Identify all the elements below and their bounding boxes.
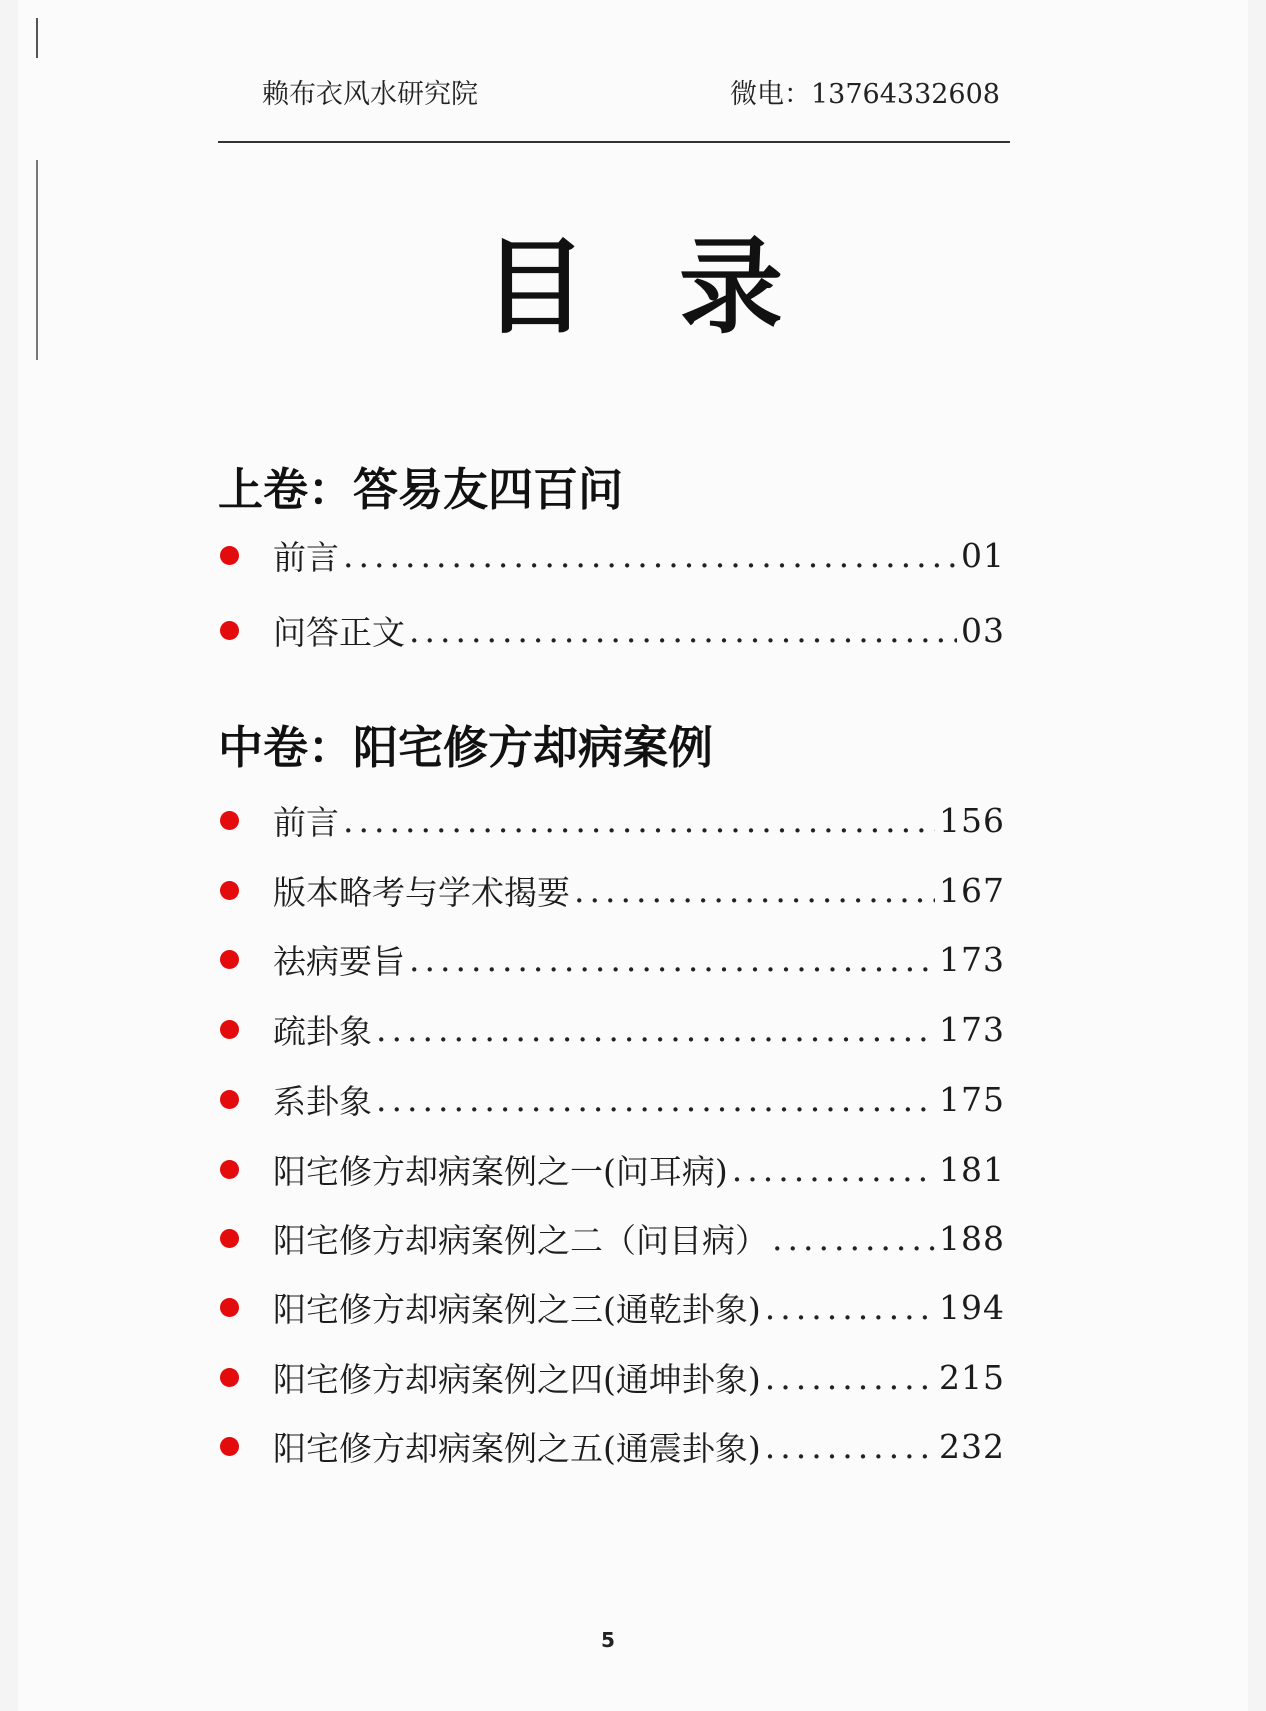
bullet-icon: [220, 881, 239, 900]
toc-entry-label: 阳宅修方却病案例之四(通坤卦象): [273, 1359, 761, 1399]
dot-leader: [409, 940, 935, 979]
dot-leader: [343, 801, 935, 840]
toc-entry-page: 173: [939, 1009, 1005, 1049]
bullet-icon: [220, 546, 239, 565]
toc-entry-page: 167: [939, 870, 1005, 910]
bullet-icon: [220, 621, 239, 640]
toc-entry-page: 03: [961, 610, 1005, 650]
toc-entry-page: 01: [961, 535, 1005, 575]
dot-leader: [765, 1427, 935, 1466]
toc-entry[interactable]: [218, 1075, 1005, 1123]
toc-entry-label: 阳宅修方却病案例之五(通震卦象): [273, 1428, 761, 1468]
bullet-icon: [220, 1160, 239, 1179]
toc-entry[interactable]: [218, 1214, 1005, 1262]
dot-leader: [409, 611, 957, 650]
toc-entry-page: 181: [939, 1149, 1005, 1189]
header-organization: 赖布衣风水研究院: [262, 79, 478, 110]
bullet-icon: [220, 1020, 239, 1039]
bullet-icon: [220, 811, 239, 830]
toc-entry[interactable]: [218, 1145, 1005, 1193]
toc-entry-page: 173: [939, 939, 1005, 979]
dot-leader: [732, 1150, 935, 1189]
toc-entry-page: 175: [939, 1079, 1005, 1119]
toc-entry-label: 系卦象: [273, 1081, 372, 1121]
toc-entry[interactable]: [218, 1283, 1005, 1331]
bullet-icon: [220, 950, 239, 969]
toc-entry[interactable]: [218, 796, 1005, 844]
toc-entry-label: 前言: [273, 802, 339, 842]
bullet-icon: [220, 1090, 239, 1109]
dot-leader: [765, 1358, 935, 1397]
header-rule: [218, 141, 1010, 143]
section-title-middle-volume: 中卷：阳宅修方却病案例: [218, 721, 714, 774]
toc-entry-page: 156: [939, 800, 1005, 840]
toc-entry[interactable]: [218, 606, 1005, 654]
toc-entry-label: 疏卦象: [273, 1011, 372, 1051]
page-title: 目录: [482, 226, 875, 348]
toc-entry-page: 188: [939, 1218, 1005, 1258]
page-number: 5: [601, 1628, 615, 1652]
toc-entry-page: 194: [939, 1287, 1005, 1327]
toc-entry[interactable]: [218, 1005, 1005, 1053]
toc-entry-label: 阳宅修方却病案例之一(问耳病): [273, 1151, 728, 1191]
toc-entry-label: 阳宅修方却病案例之二（问目病）: [273, 1220, 768, 1260]
binding-edge-mark: [36, 18, 38, 58]
dot-leader: [765, 1288, 935, 1327]
toc-entry-label: 问答正文: [273, 612, 405, 652]
dot-leader: [574, 871, 935, 910]
toc-entry[interactable]: [218, 866, 1005, 914]
toc-entry-label: 前言: [273, 537, 339, 577]
toc-entry-label: 版本略考与学术揭要: [273, 872, 570, 912]
dot-leader: [772, 1219, 935, 1258]
toc-entry[interactable]: [218, 531, 1005, 579]
toc-entry[interactable]: [218, 1422, 1005, 1470]
bullet-icon: [220, 1298, 239, 1317]
toc-entry-label: 阳宅修方却病案例之三(通乾卦象): [273, 1289, 761, 1329]
section-title-upper-volume: 上卷：答易友四百问: [218, 463, 624, 516]
dot-leader: [376, 1010, 935, 1049]
dot-leader: [376, 1080, 935, 1119]
bullet-icon: [220, 1437, 239, 1456]
header-contact: 微电：13764332608: [730, 79, 1000, 110]
toc-entry[interactable]: [218, 1353, 1005, 1401]
running-header: [0, 72, 1266, 112]
toc-entry[interactable]: [218, 935, 1005, 983]
toc-entry-page: 215: [939, 1357, 1005, 1397]
dot-leader: [343, 536, 957, 575]
bullet-icon: [220, 1229, 239, 1248]
toc-entry-page: 232: [939, 1426, 1005, 1466]
bullet-icon: [220, 1368, 239, 1387]
toc-entry-label: 祛病要旨: [273, 941, 405, 981]
